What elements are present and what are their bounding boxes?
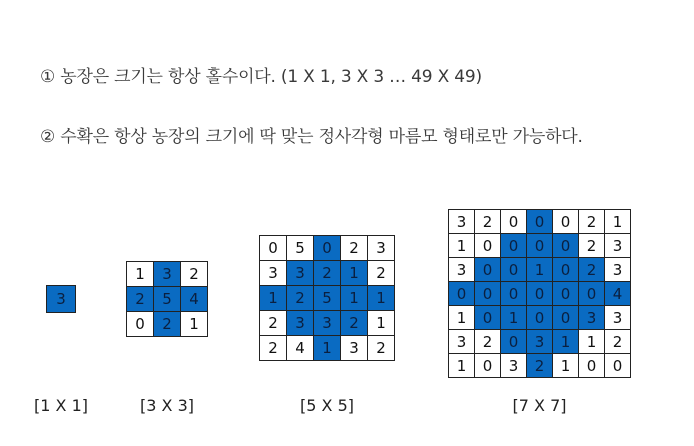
grid-cell: 2 — [314, 261, 341, 286]
grid-cell: 2 — [341, 236, 368, 261]
grid-cell: 0 — [579, 282, 605, 306]
grid-cell: 1 — [527, 258, 553, 282]
grid-cell: 0 — [527, 306, 553, 330]
grid-cell: 0 — [527, 234, 553, 258]
grid-cell: 1 — [314, 336, 341, 361]
grid-cell: 1 — [449, 306, 475, 330]
grid-cell: 3 — [368, 236, 395, 261]
grid-cell: 0 — [475, 354, 501, 378]
grid-cell: 2 — [475, 210, 501, 234]
grid-cell: 1 — [368, 311, 395, 336]
grid-cell: 0 — [553, 234, 579, 258]
grid-cell: 2 — [368, 261, 395, 286]
grid-cell: 3 — [449, 330, 475, 354]
grid-cell: 2 — [341, 311, 368, 336]
rule-1-text: ① 농장은 크기는 항상 홀수이다. (1 X 1, 3 X 3 … 49 X 49) — [40, 67, 482, 87]
grid-cell: 0 — [475, 282, 501, 306]
grid-cell: 0 — [553, 282, 579, 306]
grid-cell: 2 — [605, 330, 631, 354]
farm-grid-3x3 — [126, 261, 208, 337]
grid-cell: 3 — [605, 306, 631, 330]
grid-cell: 2 — [260, 311, 287, 336]
grid-cell: 1 — [579, 330, 605, 354]
grid-cell: 3 — [579, 306, 605, 330]
grid-cell: 3 — [501, 354, 527, 378]
grid-cell: 3 — [154, 262, 181, 287]
grid-cell: 0 — [475, 234, 501, 258]
grid-cell: 1 — [449, 234, 475, 258]
grid-cell: 1 — [553, 354, 579, 378]
farm-caption-7x7: [7 X 7] — [512, 396, 567, 415]
grid-cell: 3 — [287, 261, 314, 286]
grid-cell: 2 — [127, 287, 154, 312]
grid-cell: 1 — [501, 306, 527, 330]
grid-cell: 0 — [553, 210, 579, 234]
grid-cell: 1 — [341, 286, 368, 311]
farm-caption-5x5: [5 X 5] — [300, 396, 354, 415]
grid-cell: 3 — [449, 210, 475, 234]
grid-cell: 2 — [368, 336, 395, 361]
grid-cell: 0 — [579, 354, 605, 378]
grid-cell: 3 — [314, 311, 341, 336]
grid-cell: 0 — [314, 236, 341, 261]
grid-cell: 0 — [501, 210, 527, 234]
grid-cell: 1 — [605, 210, 631, 234]
grid-cell: 5 — [314, 286, 341, 311]
farm-grid-5x5 — [259, 235, 395, 361]
grid-cell: 0 — [553, 306, 579, 330]
grid-cell: 0 — [501, 234, 527, 258]
farm-grid-7x7 — [448, 209, 631, 378]
grid-cell: 0 — [527, 210, 553, 234]
grid-cell: 3 — [260, 261, 287, 286]
rule-2-text: ② 수확은 항상 농장의 크기에 딱 맞는 정사각형 마름모 형태로만 가능하다. — [40, 127, 583, 147]
grid-cell: 1 — [260, 286, 287, 311]
grid-cell: 0 — [127, 312, 154, 337]
grid-cell: 3 — [341, 336, 368, 361]
grid-cell: 0 — [475, 306, 501, 330]
grid-cell: 2 — [181, 262, 208, 287]
grid-cell: 0 — [501, 258, 527, 282]
grid-cell: 3 — [47, 286, 76, 313]
grid-cell: 0 — [449, 282, 475, 306]
grid-cell: 0 — [605, 354, 631, 378]
grid-cell: 2 — [579, 234, 605, 258]
grid-cell: 2 — [475, 330, 501, 354]
grid-cell: 0 — [260, 236, 287, 261]
grid-cell: 4 — [181, 287, 208, 312]
farm-grid-1x1 — [46, 285, 76, 313]
grid-cell: 1 — [449, 354, 475, 378]
grid-cell: 3 — [287, 311, 314, 336]
grid-cell: 0 — [475, 258, 501, 282]
grid-cell: 2 — [287, 286, 314, 311]
grid-cell: 2 — [579, 210, 605, 234]
grid-cell: 4 — [605, 282, 631, 306]
grid-cell: 4 — [287, 336, 314, 361]
farm-caption-3x3: [3 X 3] — [140, 396, 194, 415]
grid-cell: 2 — [154, 312, 181, 337]
grid-cell: 1 — [368, 286, 395, 311]
grid-cell: 5 — [287, 236, 314, 261]
farm-caption-1x1: [1 X 1] — [34, 396, 88, 415]
grid-cell: 0 — [553, 258, 579, 282]
grid-cell: 0 — [501, 282, 527, 306]
grid-cell: 1 — [553, 330, 579, 354]
grid-cell: 2 — [579, 258, 605, 282]
grid-cell: 1 — [127, 262, 154, 287]
grid-cell: 3 — [605, 234, 631, 258]
grid-cell: 0 — [501, 330, 527, 354]
grid-cell: 1 — [341, 261, 368, 286]
grid-cell: 3 — [605, 258, 631, 282]
grid-cell: 3 — [449, 258, 475, 282]
grid-cell: 5 — [154, 287, 181, 312]
grid-cell: 0 — [527, 282, 553, 306]
grid-cell: 2 — [527, 354, 553, 378]
grid-cell: 3 — [527, 330, 553, 354]
grid-cell: 1 — [181, 312, 208, 337]
grid-cell: 2 — [260, 336, 287, 361]
